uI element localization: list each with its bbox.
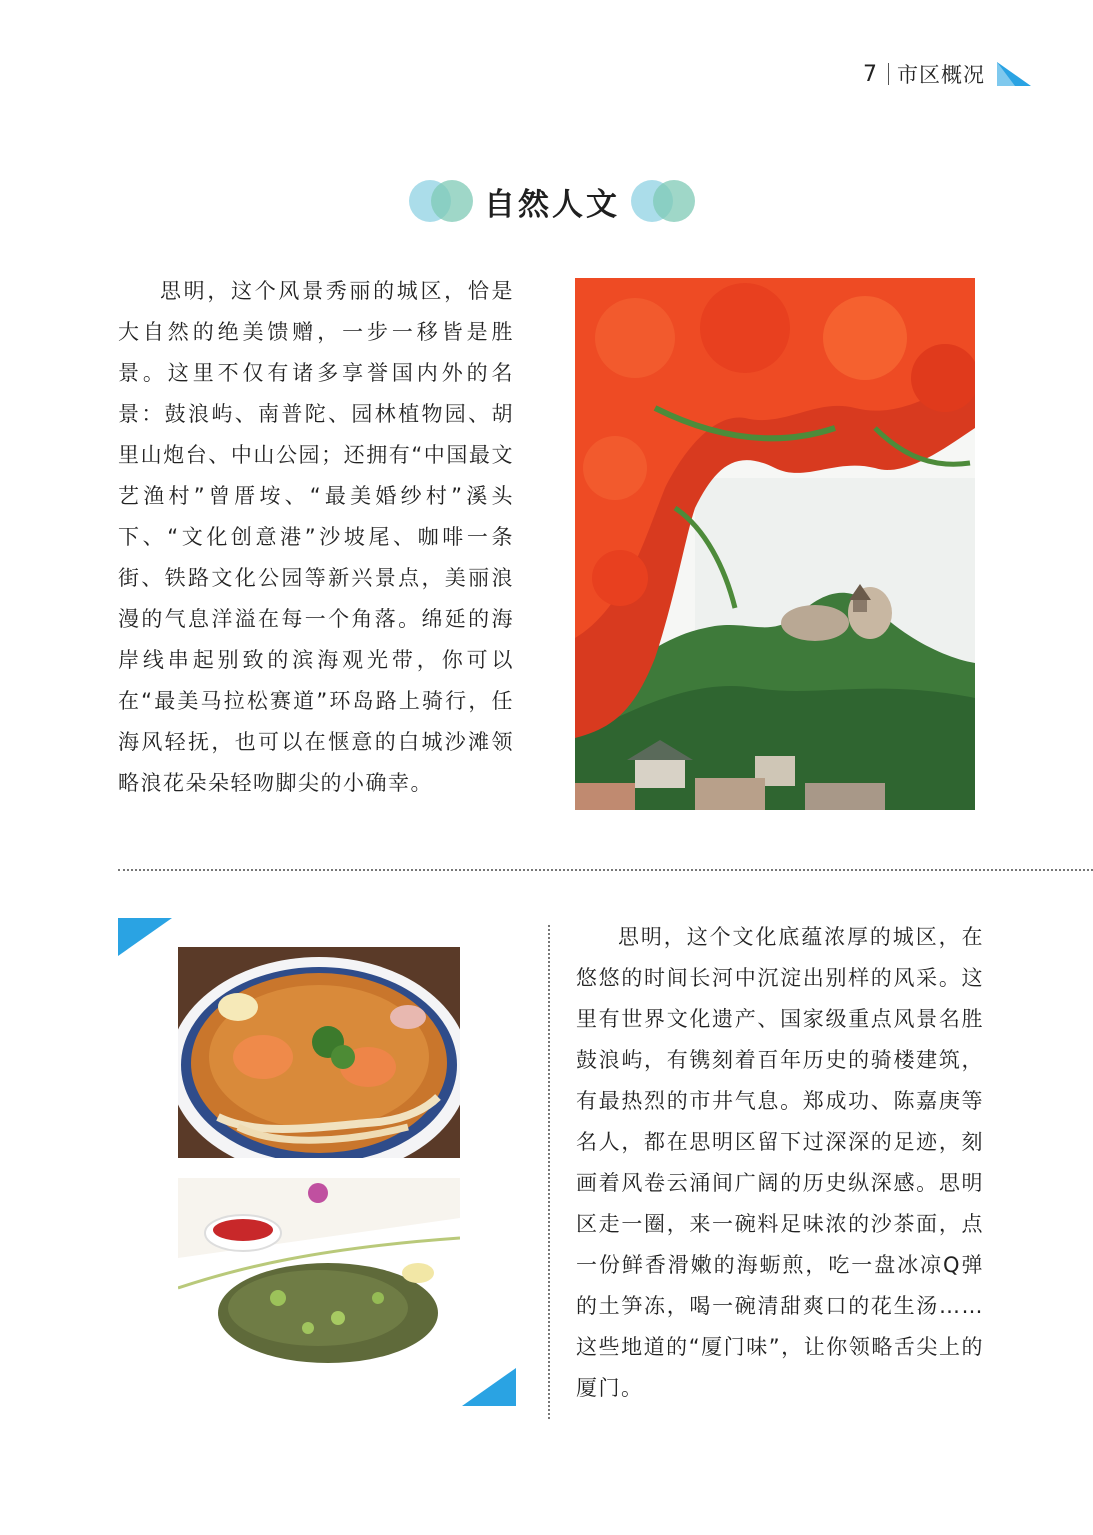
oyster-omelette-photo	[178, 1178, 460, 1384]
flame-tree-hill-photo	[575, 278, 975, 810]
section-title: 自然人文	[484, 186, 620, 223]
section-name: 市区概况	[897, 63, 985, 87]
blue-corner-triangle-bottom-icon	[462, 1368, 516, 1406]
horizontal-dotted-divider	[118, 869, 1093, 871]
culture-paragraph: 思明，这个文化底蕴浓厚的城区，在悠悠的时间长河中沉淀出别样的风采。这里有世界文化遗产、国家级重点风景名胜鼓浪屿，有镌刻着百年历史的骑楼建筑，有最热烈的市井气息。郑成功、陈嘉庚等名人，都在思明区留下过深深的足迹，刻画着风卷云涌间广阔的历史纵深感。思明区走一圈，来一碗料足味浓的沙茶面，点一份鲜香滑嫩的海蛎煎，吃一盘冰凉Q弹的土笋冻，喝一碗清甜爽口的花生汤……这些地道的“厦门味”，让你领略舌尖上的厦门。	[576, 925, 984, 1400]
page-number: 7	[863, 61, 877, 87]
header-divider	[888, 63, 889, 85]
page-header	[858, 58, 1033, 90]
nature-paragraph: 思明，这个风景秀丽的城区，恰是大自然的绝美馈赠，一步一移皆是胜景。这里不仅有诸多享誉国内外的名景：鼓浪屿、南普陀、园林植物园、胡里山炮台、中山公园；还拥有“中国最文艺渔村”曾厝垵、“最美婚纱村”溪头下、“文化创意港”沙坡尾、咖啡一条街、铁路文化公园等新兴景点，美丽浪漫的气息洋溢在每一个角落。绵延的海岸线串起别致的滨海观光带，你可以在“最美马拉松赛道”环岛路上骑行，任海风轻抚，也可以在惬意的白城沙滩领略浪花朵朵轻吻脚尖的小确幸。	[118, 279, 514, 795]
vertical-dotted-divider	[548, 925, 550, 1419]
decorative-circles-right-icon	[630, 178, 696, 224]
blue-triangle-icon	[995, 60, 1033, 88]
satay-noodle-photo	[178, 947, 460, 1158]
section-title-block	[408, 174, 696, 228]
blue-corner-triangle-top-icon	[118, 918, 172, 956]
decorative-circles-left-icon	[408, 178, 474, 224]
